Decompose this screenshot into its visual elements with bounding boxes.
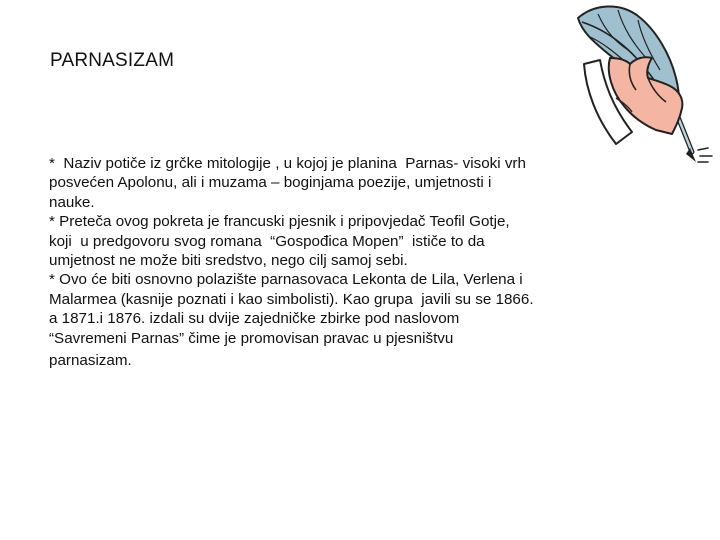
body-line: Malarmea (kasnije poznati i kao simbolisti). Kao grupa javili su se 1866.	[49, 290, 534, 308]
body-line: parnasizam.	[49, 352, 132, 370]
body-line: “Savremeni Parnas” čime je promovisan pravac u pjesništvu	[49, 329, 454, 347]
body-line: umjetnost ne može biti sredstvo, nego cilj samoj sebi.	[49, 252, 408, 270]
body-line: nauke.	[49, 193, 95, 211]
body-line: * Preteča ovog pokreta je francuski pjesnik i pripovjedač Teofil Gotje,	[49, 213, 510, 231]
slide-title: PARNASIZAM	[50, 50, 175, 71]
body-line: * Naziv potiče iz grčke mitologije , u kojoj je planina Parnas- visoki vrh	[49, 155, 526, 172]
slide-body	[49, 154, 639, 370]
body-line: posvećen Apolonu, ali i muzama – boginjama poezije, umjetnosti i	[49, 174, 492, 192]
body-line: koji u predgovoru svog romana “Gospođica Mopen” ističe to da	[49, 232, 485, 250]
body-line: a 1871.i 1876. izdali su dvije zajedničke zbirke pod naslovom	[49, 310, 460, 328]
body-line: * Ovo će biti osnovno polazište parnasovaca Lekonta de Lila, Verlena i	[49, 271, 523, 289]
quill-pen-icon	[572, 2, 720, 164]
